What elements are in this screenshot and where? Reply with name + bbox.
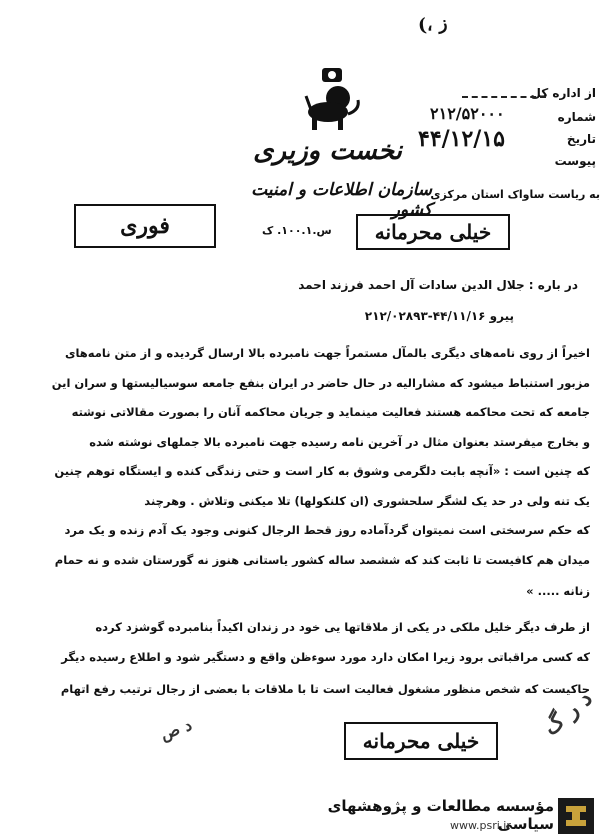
top-secret-stamp: خیلی محرمانه [356,214,510,250]
footer-watermark [0,793,600,839]
attachment-label: از اداره کل [530,86,596,100]
body-line: که چنین است : «آنچه بابت دلگرمی وشوق به کار است و حتی زندگی کنده و ایستگاه توهم چنین [54,464,590,478]
body-line: اخیراً از روی نامه‌های دیگری بالمآل مستمراً جهت نامبرده بالا ارسال گردیده و از متن نامه‌های [64,346,590,360]
lion-and-sun-emblem [300,66,364,136]
institute-name: مؤسسه مطالعات و پژوهشهای سیاسی [327,797,554,833]
margin-scribble: د ص [157,715,195,744]
enclosure-label: پیوست [554,154,596,168]
margin-scribble: د ر گ [538,685,598,741]
date-label: تاریخ [566,132,596,146]
recipient: به ریاست ساواک استان مرکزی [430,188,600,201]
body-line: مزبور استنباط میشود که مشارالیه در حال حاضر در ایران بنفع جامعه سوسیالیستها و سران این [51,376,590,390]
body-line: و بخارج میفرستد بعنوان مثال در آخرین نامه رسیده جهت نامبرده بالا جملهای نوشته شده [89,435,590,449]
date-value: ۴۴/۱۲/۱۵ [418,126,505,152]
number-label: شماره [557,110,596,124]
institute-logo-icon [558,798,594,834]
body-line: که حکم سرسختی است نمیتوان گردآماده روز قحط الرجال کنونی وجود یک آدم زنده و یک مرد [64,523,590,537]
subject-line: در باره : جلال الدین سادات آل احمد فرزند احمد [298,278,578,292]
body-line: از طرف دیگر خلیل ملکی در یکی از ملاقاتها یی خود در زندان اکیداً بنامبرده گوشزد کرده [95,620,590,634]
reference-number: س.۱۰۰.۱. ک [262,224,332,237]
top-secret-stamp-bottom: خیلی محرمانه [344,722,498,760]
prior-reference: پیرو ۴۴/۱۱/۱۶-۲۱۲/۰۲۸۹۳ [364,309,514,323]
number-value: ۲۱۲/۵۲۰۰۰ [430,104,505,123]
body-line: حاکیست که شخص منظور مشغول فعالیت است تا با ملاقات با بعضی از رجال ترتیب رفع اتهام [60,682,590,696]
organization-name: سازمان اطلاعات و امنیت کشور [251,180,432,220]
attachment-line [462,96,546,98]
top-scribble: (، ز [416,12,449,37]
body-line: زنانه ..... » [526,584,590,598]
institute-url: www.psri.ir [450,819,511,832]
body-line: یک تنه ولی در حد یک لشگر سلحشوری (ان کلنکولها) تلا میکنی وتلاش . وهرچند [144,494,590,508]
urgent-stamp: فوری [74,204,216,248]
body-line: جامعه که تحت محاکمه هستند فعالیت مینماید و جریان محاکمه آنان را بصورت مقالاتی نوشته [71,405,590,419]
body-line: که کسی مراقباتی برود زیرا امکان دارد مورد سوءظن واقع و دستگیر شود و اطلاع رسیده دیگر [61,650,590,664]
body-line: میدان هم کافیست تا ثابت کند که ششصد ساله کشور یاستانی هنوز نه گورستان شده و نه حمام [54,553,590,567]
ministry-title: نخست وزیری [253,136,402,166]
